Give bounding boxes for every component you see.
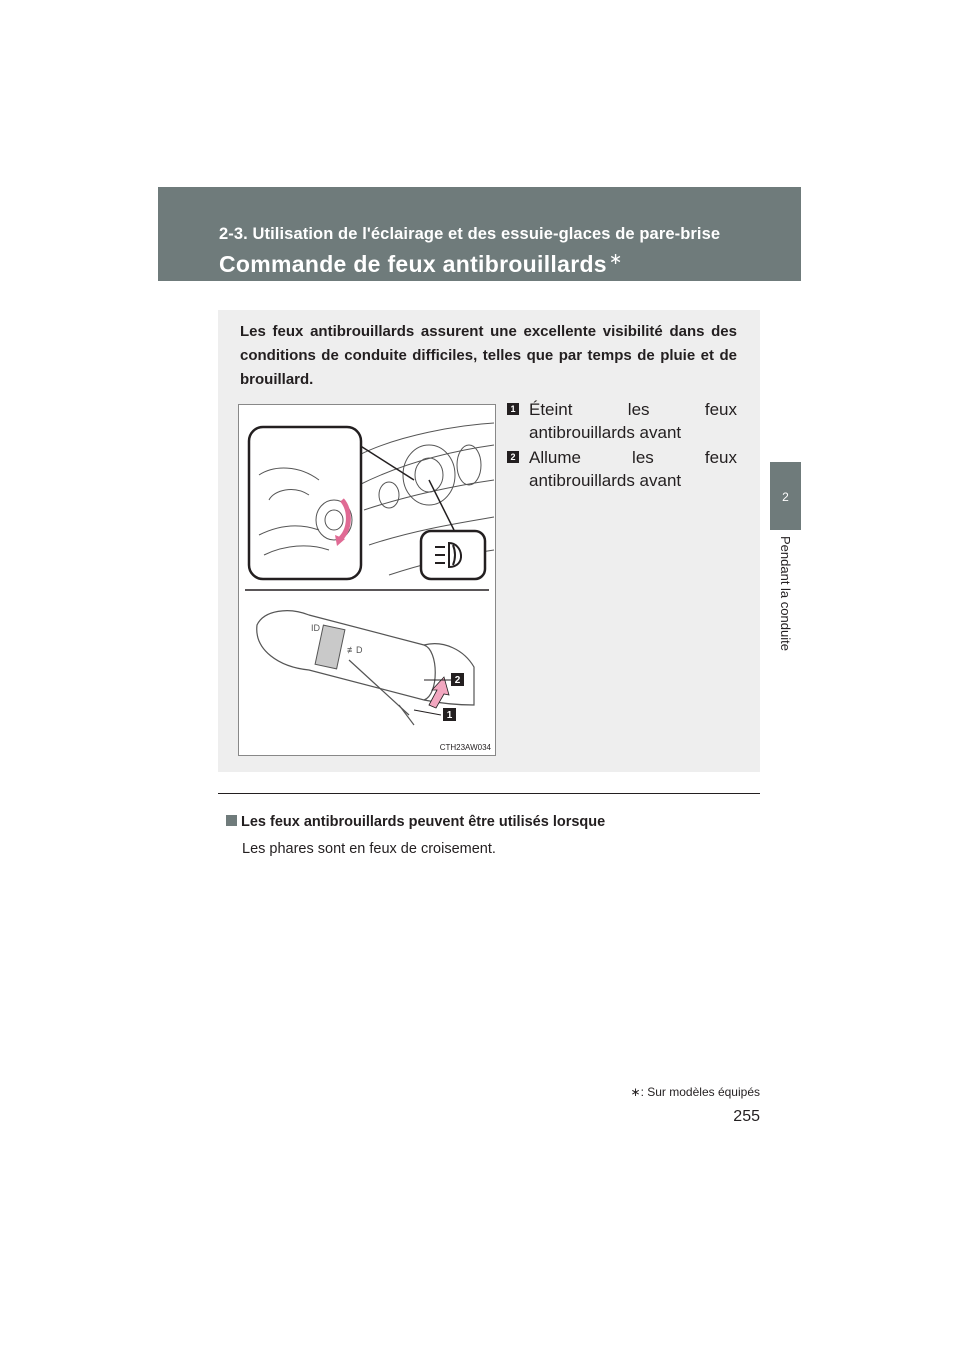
step-number: 2	[507, 451, 519, 463]
note-heading-text: Les feux antibrouillards peuvent être utilisés lorsque	[241, 814, 606, 830]
chapter-header	[158, 187, 801, 281]
chapter-tab-number: 2	[782, 490, 789, 504]
step-item	[505, 398, 737, 444]
note-heading	[226, 814, 605, 830]
callout-1-label: 1	[446, 710, 453, 721]
chapter-tab	[770, 462, 801, 530]
page-number: 255	[733, 1108, 760, 1125]
lever-sketch	[257, 611, 474, 725]
svg-text:⁠ID: ⁠ID	[311, 623, 320, 633]
divider	[218, 793, 760, 794]
step-text: Allume les feux antibrouillards avant	[529, 448, 737, 490]
note-body: Les phares sont en feux de croisement.	[242, 841, 496, 857]
intro-text: Les feux antibrouillards assurent une excellente visibilité dans des conditions de conduite difficiles, telles que par temps de pluie et de brouillard.	[240, 323, 737, 388]
step-item	[505, 446, 737, 492]
section-label: 2-3. Utilisation de l'éclairage et des essuie-glaces de pare-brise	[219, 225, 721, 243]
step-text: Éteint les feux antibrouillards avant	[529, 400, 737, 442]
page-title-text: Commande de feux antibrouillards	[219, 251, 607, 277]
figure-code: CTH23AW034	[439, 743, 491, 752]
callout-2-label: 2	[454, 675, 461, 686]
fog-light-switch-illustration	[238, 404, 496, 756]
svg-text:≢D: ≢D	[347, 645, 363, 655]
title-asterisk: ∗	[608, 251, 623, 268]
page-title	[219, 249, 623, 278]
square-bullet-icon	[226, 815, 237, 826]
chapter-side-label	[770, 536, 801, 696]
info-box	[218, 310, 760, 772]
illustration-drawing	[239, 405, 495, 755]
footnote: ∗: Sur modèles équipés	[630, 1085, 760, 1099]
step-number: 1	[507, 403, 519, 415]
chapter-side-label-text: Pendant la conduite	[778, 536, 793, 651]
step-list	[505, 398, 737, 494]
